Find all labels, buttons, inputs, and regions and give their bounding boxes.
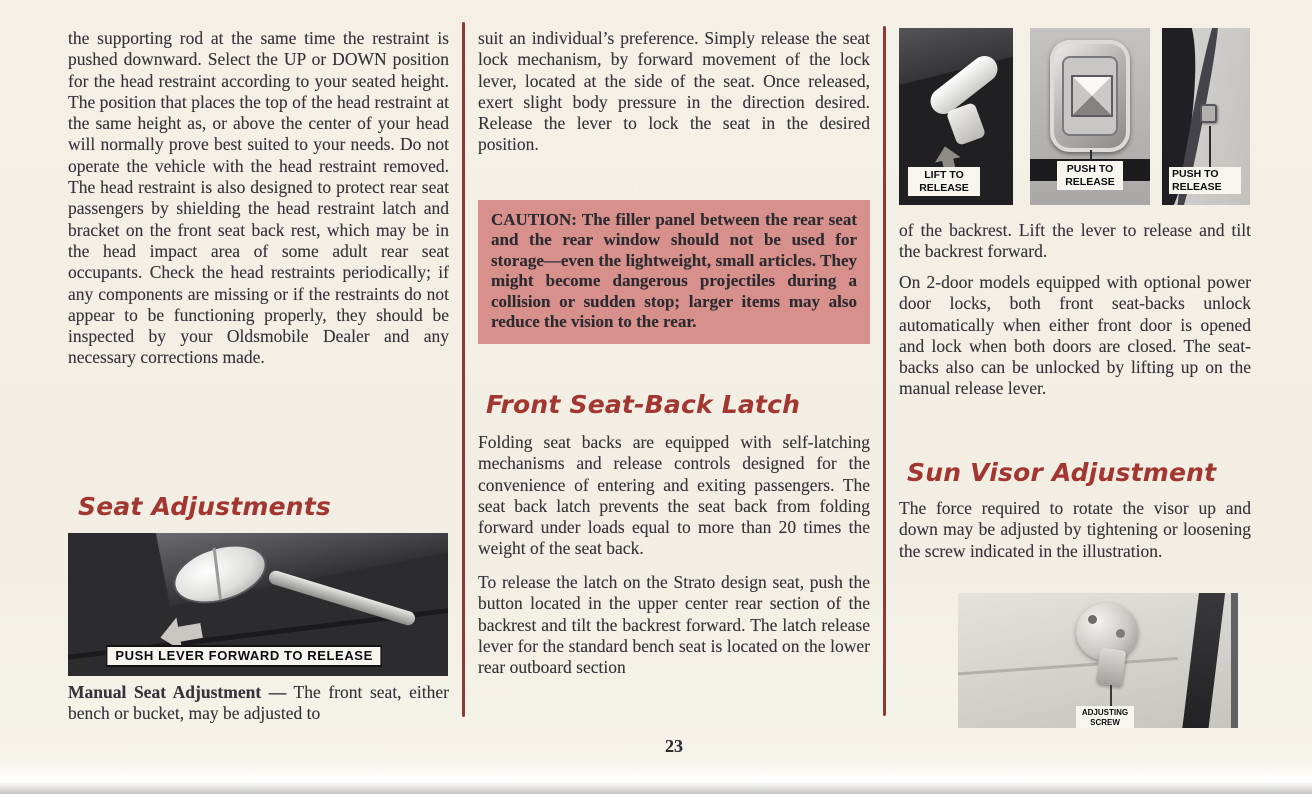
- photo-caption-label: PUSH LEVER FORWARD TO RELEASE: [105, 645, 382, 667]
- photo-caption-label: PUSH TO RELEASE: [1057, 161, 1123, 190]
- caption-lead-in: Manual Seat Adjustment —: [68, 682, 287, 702]
- page-number: 23: [665, 736, 683, 756]
- column-divider: [462, 22, 465, 717]
- window-edge-graphic: [1231, 593, 1238, 728]
- body-paragraph: suit an individual’s preference. Simply release the seat lock mechanism, by forward movement of the lock lever, located at the side of the seat. Once released, exert slight body pressure in the direction desired. Release the lever to lock the seat in the desired position.: [478, 28, 870, 155]
- photo-caption-label: ADJUSTING SCREW: [1076, 706, 1134, 728]
- headliner-seam-graphic: [958, 657, 1178, 676]
- button-face-graphic: [1071, 75, 1113, 117]
- visor-bracket-graphic: [1096, 647, 1127, 686]
- section-heading-seat-adjustments: Seat Adjustments: [78, 492, 331, 521]
- caution-text: CAUTION: The filler panel between the rear seat and the rear window should not be used for storage—even the lightweight, small articles. They might become dangerous projectiles during a collision or sudden stop; larger items may also reduce the vision to the rear.: [491, 210, 857, 332]
- seat-lever-graphic: [267, 569, 416, 627]
- body-paragraph: the supporting rod at the same time the restraint is pushed downward. Select the UP or DOWN position for the head restraint according to your seated height. The position that places the top of the head restraint at the same height as, or above the center of your head will normally prove best suited to your needs. Do not operate the vehicle with the head restraint removed. The head restraint is also designed to protect rear seat passengers by shielding the head restraint latch and bracket on the front seat back rest, which may be in the head impact area of some adult rear seat occupants. Check the head restraints periodically; if any components are missing or if the restraints do not appear to be functioning properly, they should be inspected by your Oldsmobile Dealer and any necessary corrections made.: [68, 28, 449, 368]
- pointer-line: [1110, 685, 1112, 707]
- lift-to-release-photo: [899, 28, 1013, 205]
- section-heading-sun-visor-adjustment: Sun Visor Adjustment: [907, 458, 1217, 487]
- body-paragraph: of the backrest. Lift the lever to release and tilt the backrest forward.: [899, 220, 1251, 262]
- body-paragraph: The force required to rotate the visor up and down may be adjusted by tightening or loosening the screw indicated in the illustration.: [899, 498, 1251, 561]
- photo-caption-label: PUSH TO RELEASE: [1169, 167, 1241, 194]
- body-paragraph: On 2-door models equipped with optional power door locks, both front seat-backs unlock automatically when either front door is opened and lock when both doors are closed. The seat-backs also can be unlocked by lifting up on the manual release lever.: [899, 272, 1251, 399]
- photo-caption-label: LIFT TO RELEASE: [908, 167, 980, 196]
- side-button-photo: [1162, 28, 1250, 205]
- window-pillar-graphic: [1179, 593, 1226, 728]
- seat-lever-photo: [68, 533, 448, 676]
- caution-box: [478, 200, 870, 344]
- section-heading-front-seat-back-latch: Front Seat-Back Latch: [486, 390, 801, 419]
- release-button-graphic: [1200, 104, 1217, 123]
- sun-visor-photo: [958, 593, 1238, 728]
- body-paragraph: To release the latch on the Strato design seat, push the button located in the upper center rear section of the backrest and tilt the backrest forward. The latch release lever for the standard bench seat is located on the lower rear outboard section: [478, 572, 870, 678]
- body-paragraph: Folding seat backs are equipped with self-latching mechanisms and release controls designed for the convenience of entering and exiting passengers. The seat back latch prevents the seat back from folding forward under loads equal to more than 20 times the weight of the seat back.: [478, 432, 870, 559]
- scan-edge: [0, 782, 1312, 794]
- photo-caption: [68, 682, 449, 725]
- caption-text: The front seat, either bench or bucket, may be adjusted to: [68, 682, 449, 724]
- push-button-photo: [1030, 28, 1150, 205]
- button-bezel-graphic: [1062, 56, 1118, 136]
- latch-button-graphic: [1050, 40, 1130, 152]
- column-divider: [883, 26, 886, 716]
